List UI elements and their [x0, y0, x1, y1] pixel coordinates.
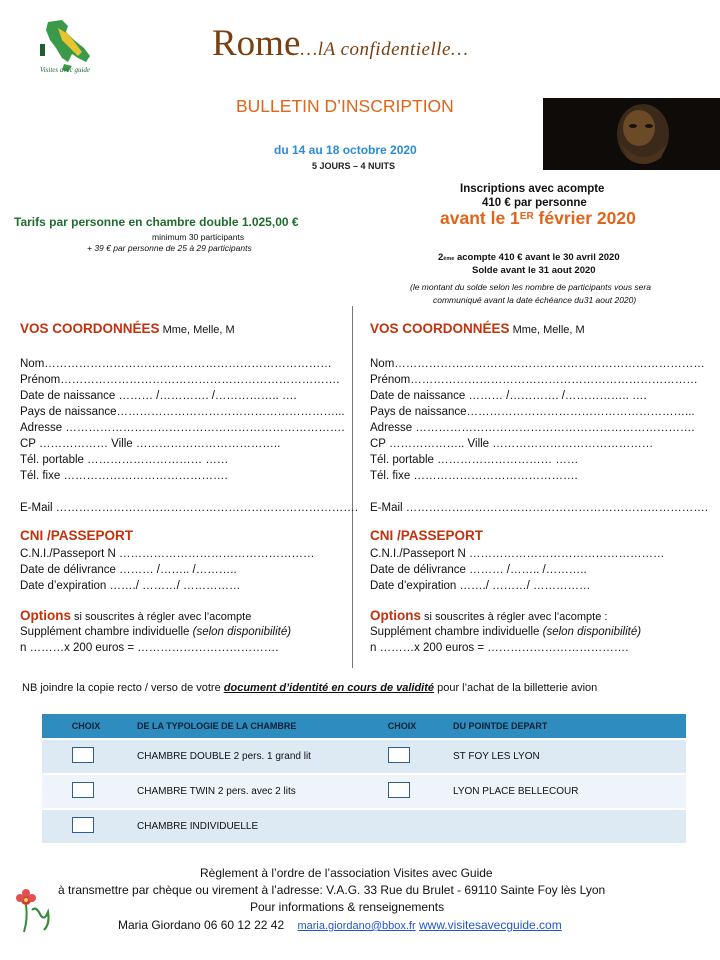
room-departure-table	[42, 714, 686, 843]
payment-address: à transmettre par chèque ou virement à l’adresse: V.A.G. 33 Rue du Brulet - 69110 Sainte Foy lès Lyon	[58, 883, 606, 897]
deadline-part2: février 2020	[533, 208, 636, 228]
minimum-participants: minimum 30 participants	[152, 232, 245, 242]
table-row	[42, 739, 686, 774]
cni-heading	[370, 526, 700, 546]
coordonnees-title: VOS COORDONNÉES	[20, 321, 160, 336]
form-left	[20, 320, 358, 656]
room-twin-checkbox[interactable]	[72, 782, 94, 798]
email-link[interactable]: maria.giordano@bbox.fr	[297, 920, 416, 932]
title-main: Rome	[212, 23, 301, 64]
supplement-count-field[interactable]: n ………x 200 euros = ……………………………….	[20, 642, 279, 654]
cni-heading	[20, 526, 350, 546]
phone-field[interactable]: Tél. fixe …………………………………….	[20, 470, 228, 482]
options-title: Options	[370, 608, 421, 623]
birthdate-field[interactable]: Date de naissance ……… /…………. /…………….. ….	[370, 390, 647, 402]
header-choix-room: CHOIX	[42, 714, 131, 739]
column-divider	[352, 306, 353, 668]
inscription-title: Inscriptions avec acompte	[460, 183, 605, 195]
room-choice-cell	[42, 739, 131, 774]
issue-date-field[interactable]: Date de délivrance ……… /…….. /………..	[20, 564, 237, 576]
trip-dates: du 14 au 18 octobre 2020	[274, 143, 417, 157]
page-title	[212, 22, 468, 65]
nom-field[interactable]: Nom…………………………………………………………………	[20, 358, 332, 370]
info-line: Pour informations & renseignements	[250, 900, 445, 914]
bulletin-title: BULLETIN D’INSCRIPTION	[236, 96, 454, 116]
table-row	[42, 809, 686, 843]
room-choice-cell	[42, 774, 131, 809]
title-sub: …lA confidentielle…	[300, 39, 469, 60]
supplement-availability: (selon disponibilité)	[192, 626, 292, 638]
nb-underlined: document d’identité en cours de validité	[223, 682, 435, 694]
inscription-deadline	[440, 208, 636, 229]
options-text: si souscrites à régler avec l’acompte	[71, 611, 252, 623]
nb-before: NB joindre la copie recto / verso de votre	[22, 682, 224, 694]
depart-bellecour-label: LYON PLACE BELLECOUR	[447, 774, 686, 809]
coordonnees-civility: Mme, Melle, M	[159, 324, 235, 336]
room-twin-label: CHAMBRE TWIN 2 pers. avec 2 lits	[131, 774, 358, 809]
room-single-checkbox[interactable]	[72, 817, 94, 833]
second-deposit	[438, 252, 620, 263]
room-double-checkbox[interactable]	[72, 747, 94, 763]
cni-title: CNI /PASSEPORT	[20, 528, 134, 543]
website-link[interactable]: www.visitesavecguide.com	[418, 918, 562, 932]
mobile-field[interactable]: Tél. portable ………………………… ……	[370, 454, 579, 466]
depart-choice-cell	[358, 809, 447, 843]
form-right	[370, 320, 708, 656]
cni-title: CNI /PASSEPORT	[370, 528, 484, 543]
coordonnees-heading	[20, 320, 350, 340]
depart-stfoy-label: ST FOY LES LYON	[447, 739, 686, 774]
options-heading	[20, 608, 350, 624]
phone-field[interactable]: Tél. fixe …………………………………….	[370, 470, 578, 482]
logo-text: Visites avec guide	[39, 66, 91, 74]
supplement-availability: (selon disponibilité)	[542, 626, 642, 638]
balance-note-2: communiqué avant la date échéance du31 aout 2020)	[433, 295, 637, 305]
header-choix-depart: CHOIX	[358, 714, 447, 739]
contact-line	[118, 918, 562, 932]
expiry-date-field[interactable]: Date d’expiration ……./ ………/ ……………	[370, 580, 591, 592]
contact-name-phone: Maria Giordano 06 60 12 22 42	[118, 918, 285, 932]
depart-empty-label	[447, 809, 686, 843]
depart-stfoy-checkbox[interactable]	[388, 747, 410, 763]
deposit-eme: ème	[443, 256, 455, 262]
prenom-field[interactable]: Prénom……………………………………………………………….	[20, 374, 340, 386]
nom-field[interactable]: Nom………………………………………………………………………	[370, 358, 705, 370]
table-header-row	[42, 714, 686, 739]
price-per-person: Tarifs par personne en chambre double 1.025,00 €	[14, 215, 299, 229]
payment-order: Règlement à l’ordre de l’association Visites avec Guide	[200, 866, 493, 880]
options-text: si souscrites à régler avec l’acompte :	[421, 611, 608, 623]
table-row	[42, 774, 686, 809]
depart-bellecour-checkbox[interactable]	[388, 782, 410, 798]
issue-date-field[interactable]: Date de délivrance ……… /…….. /………..	[370, 564, 587, 576]
price-supplement: + 39 € par personne de 25 à 29 participants	[87, 243, 252, 253]
depart-choice-cell	[358, 739, 447, 774]
address-field[interactable]: Adresse ……………………………………………………………….	[20, 422, 345, 434]
bronze-statue-photo	[543, 98, 720, 170]
birthdate-field[interactable]: Date de naissance ……… /…………. /…………….. ….	[20, 390, 297, 402]
balance-note-1: (le montant du solde selon les nombre de participants vous sera	[410, 282, 651, 292]
prenom-field[interactable]: Prénom…………………………………………………………………	[370, 374, 698, 386]
room-double-label: CHAMBRE DOUBLE 2 pers. 1 grand lit	[131, 739, 358, 774]
deposit-num: 2	[438, 252, 444, 263]
passport-number-field[interactable]: C.N.I./Passeport N ……………………………………………	[370, 548, 665, 560]
address-field[interactable]: Adresse ……………………………………………………………….	[370, 422, 695, 434]
deposit-rest: acompte 410 € avant le 30 avril 2020	[454, 252, 620, 263]
supplement-count-field[interactable]: n ………x 200 euros = ……………………………….	[370, 642, 629, 654]
balance-deadline: Solde avant le 31 aout 2020	[472, 265, 596, 276]
single-room-supplement	[370, 624, 700, 640]
birth-country-field[interactable]: Pays de naissance…………………………………………………...	[370, 406, 695, 418]
room-choice-cell	[42, 809, 131, 843]
options-title: Options	[20, 608, 71, 623]
inscription-amount: 410 € par personne	[482, 197, 587, 209]
nb-after: pour l’achat de la billetterie avion	[434, 682, 598, 694]
header-room-type: DE LA TYPOLOGIE DE LA CHAMBRE	[131, 714, 358, 739]
birth-country-field[interactable]: Pays de naissance…………………………………………………...	[20, 406, 345, 418]
single-room-supplement	[20, 624, 350, 640]
header-departure: DU POINTDE DEPART	[447, 714, 686, 739]
cp-ville-field[interactable]: CP ……………….. Ville ……………………………………	[370, 438, 654, 450]
expiry-date-field[interactable]: Date d’expiration ……./ ………/ ……………	[20, 580, 241, 592]
room-single-label: CHAMBRE INDIVIDUELLE	[131, 809, 358, 843]
deadline-part1: avant le 1	[440, 208, 520, 228]
flower-logo-icon	[14, 888, 54, 934]
options-heading	[370, 608, 700, 624]
passport-number-field[interactable]: C.N.I./Passeport N ……………………………………………	[20, 548, 315, 560]
cp-ville-field[interactable]: CP ……………… Ville ………………………………..	[20, 438, 281, 450]
supplement-label: Supplément chambre individuelle	[370, 626, 543, 638]
mobile-field[interactable]: Tél. portable ………………………… ……	[20, 454, 229, 466]
coordonnees-civility: Mme, Melle, M	[509, 324, 585, 336]
supplement-label: Supplément chambre individuelle	[20, 626, 193, 638]
deadline-superscript: ER	[519, 211, 534, 222]
coordonnees-title: VOS COORDONNÉES	[370, 321, 510, 336]
trip-duration: 5 JOURS – 4 NUITS	[312, 161, 396, 171]
identity-note	[22, 682, 597, 694]
email-field[interactable]: E-Mail …………………………………………………………………….	[20, 502, 358, 514]
coordonnees-heading	[370, 320, 700, 340]
email-field[interactable]: E-Mail …………………………………………………………………….	[370, 502, 708, 514]
depart-choice-cell	[358, 774, 447, 809]
